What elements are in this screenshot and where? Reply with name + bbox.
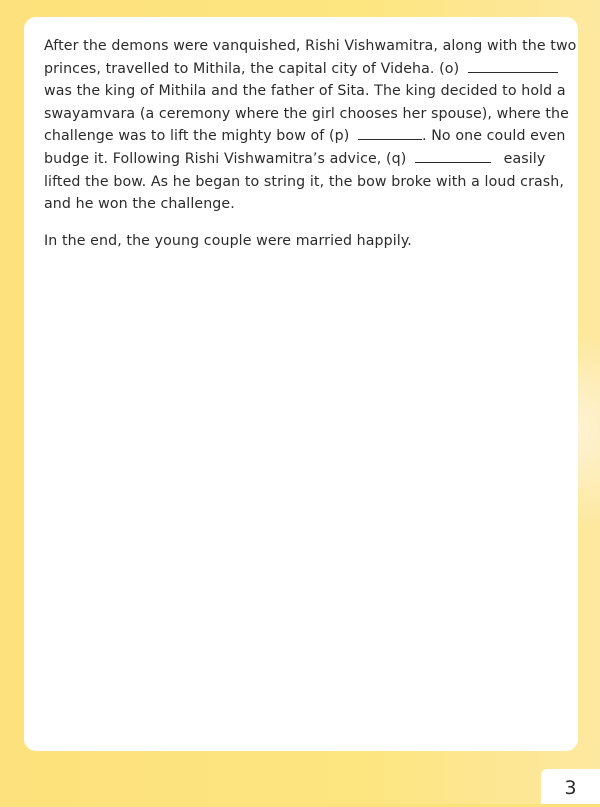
text-line: and he won the challenge. [44,196,235,213]
passage [44,35,577,266]
text-line: was the king of Mithila and the father of Sita. The king decided to hold a [44,83,566,100]
text-segment: . No one could even [422,128,566,145]
paragraph-1 [44,35,577,216]
text-line: After the demons were vanquished, Rishi Vishwamitra, along with the two [44,38,577,54]
blank-o[interactable] [468,58,558,73]
blank-p[interactable] [358,125,422,140]
text-segment: budge it. Following Rishi Vishwamitra’s advice, (q) [44,150,407,167]
text-segment: princes, travelled to Mithila, the capital city of Videha. (o) [44,60,460,77]
text-line [44,125,564,148]
page-number-box [541,769,600,804]
text-card [24,17,578,751]
text-line: swayamvara (a ceremony where the girl chooses her spouse), where the [44,105,569,122]
paragraph-2 [44,230,564,253]
text-line [44,58,564,81]
text-line [44,148,564,171]
text-line: lifted the bow. As he began to string it, the bow broke with a loud crash, [44,173,564,190]
page-number: 3 [564,777,577,799]
blank-q[interactable] [415,148,491,163]
text-line: In the end, the young couple were married happily. [44,232,412,249]
text-segment: easily [503,150,546,167]
text-segment: challenge was to lift the mighty bow of (p) [44,128,350,145]
